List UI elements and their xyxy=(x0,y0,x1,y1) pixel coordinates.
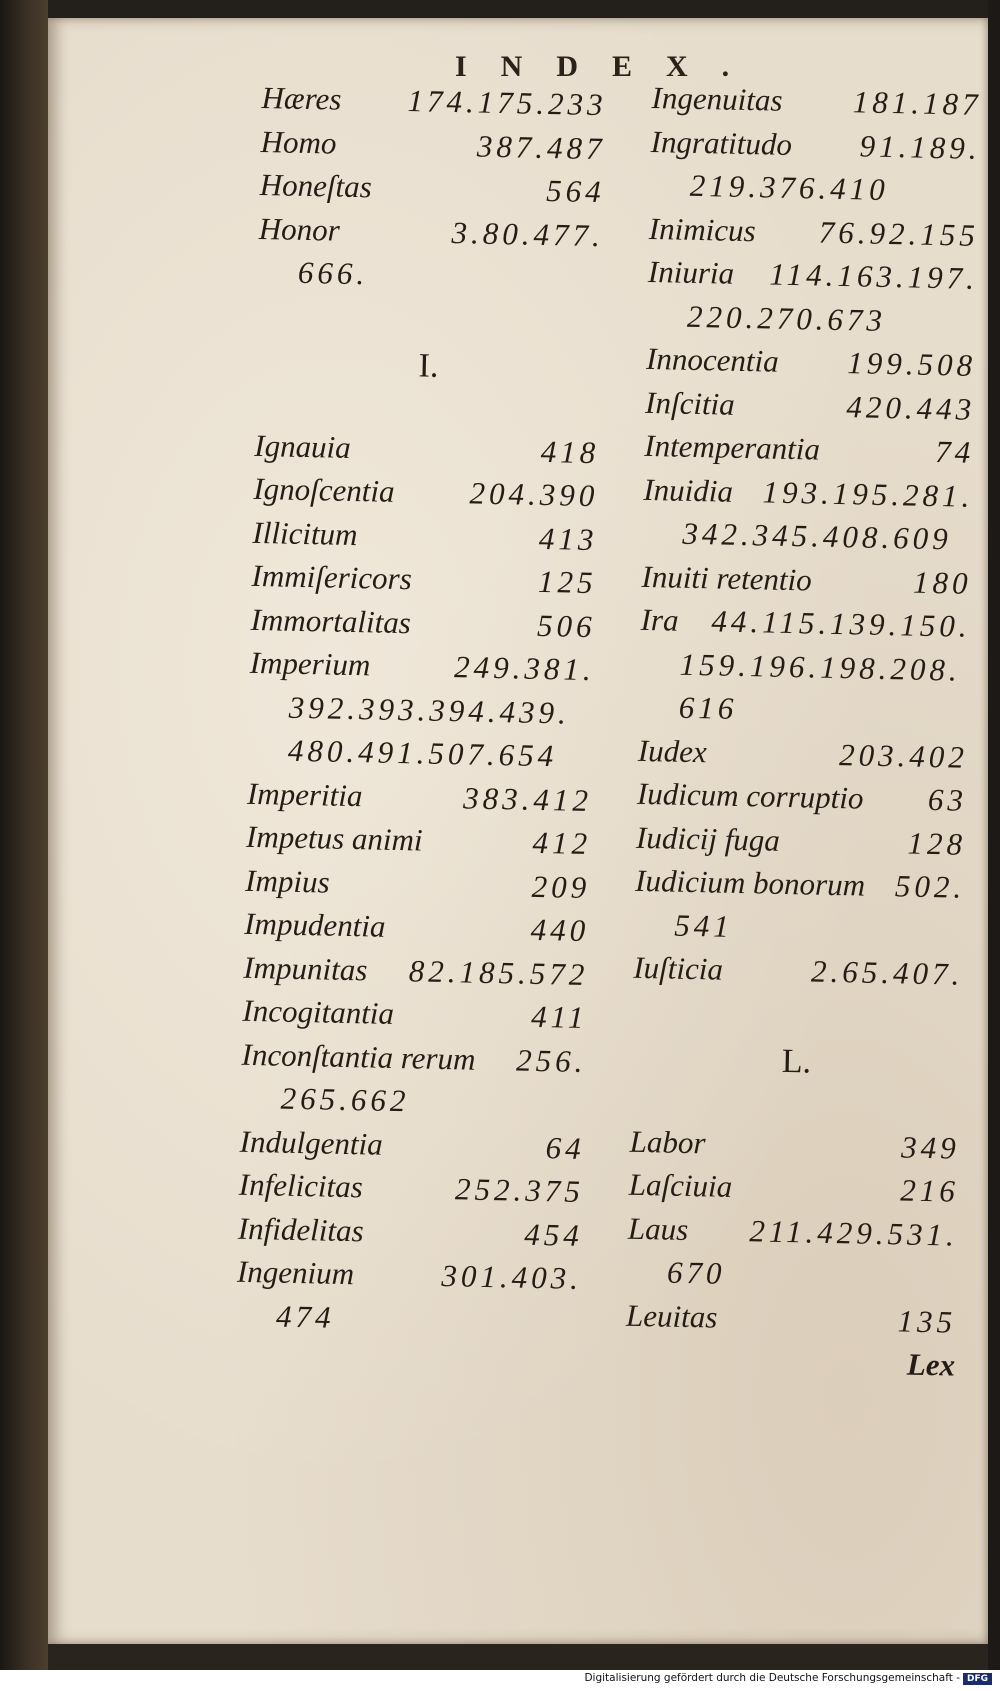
page-references: 474 xyxy=(275,1298,335,1335)
index-entry xyxy=(637,732,968,782)
index-entry xyxy=(626,1297,957,1347)
page-references: 64 xyxy=(545,1129,586,1166)
index-entry xyxy=(629,1123,960,1173)
index-entry xyxy=(237,1254,583,1305)
page-references: 392.393.394.439. xyxy=(288,689,571,731)
index-term: Indulgentia xyxy=(239,1123,384,1162)
page-references-continued xyxy=(638,689,969,739)
page-references: 74 xyxy=(934,434,975,470)
index-term: Ignoſcentia xyxy=(253,470,395,509)
index-term: Imperium xyxy=(249,644,371,683)
index-entry xyxy=(259,167,605,218)
index-entry xyxy=(237,1210,583,1261)
page-references: 506 xyxy=(536,607,597,644)
index-term: Iudicum corruptio xyxy=(636,775,864,816)
index-entry xyxy=(253,471,599,522)
index-entry xyxy=(244,906,590,957)
page-references-continued xyxy=(649,167,980,217)
index-term: Imperitia xyxy=(246,775,363,813)
page-references: 564 xyxy=(545,172,606,210)
letter-heading: I. xyxy=(418,346,439,385)
page-references: 180 xyxy=(912,564,972,601)
index-term: Infelicitas xyxy=(238,1166,364,1205)
page-references-continued xyxy=(236,1297,582,1348)
page-edge xyxy=(988,0,1000,1670)
index-term: Inuiti retentio xyxy=(641,558,813,597)
index-term: Illicitum xyxy=(252,514,358,552)
index-column-right xyxy=(625,80,982,1391)
page-references: 440 xyxy=(530,911,590,949)
index-term: Ingratitudo xyxy=(650,123,793,162)
index-entry xyxy=(646,341,977,391)
index-entry xyxy=(648,210,979,260)
page-references: 412 xyxy=(532,824,592,862)
page-references: 174.175.233 xyxy=(407,83,607,123)
page-references: 216 xyxy=(899,1172,960,1209)
index-entry xyxy=(238,1167,584,1218)
index-entry xyxy=(260,123,606,174)
page-references: 2.65.407. xyxy=(810,953,964,992)
index-entry xyxy=(249,645,595,696)
page-references: 44.115.139.150. xyxy=(711,603,971,644)
page-references: 76.92.155 xyxy=(818,214,980,253)
running-head: INDEX. xyxy=(455,50,764,83)
catchword: Lex xyxy=(906,1346,956,1383)
index-term: Inuidia xyxy=(643,471,734,509)
index-entry xyxy=(245,862,591,913)
page-references: 204.390 xyxy=(469,475,599,514)
page-references: 418 xyxy=(540,433,600,470)
page-references: 249.381. xyxy=(453,649,596,688)
index-entry xyxy=(254,427,600,478)
index-entry xyxy=(644,428,975,478)
index-term: Iudicij fuga xyxy=(635,819,781,858)
index-entry xyxy=(239,1123,585,1174)
page-references: 159.196.198.208. xyxy=(679,646,962,688)
index-entry xyxy=(641,558,972,608)
letter-heading: L. xyxy=(781,1042,812,1081)
index-entry xyxy=(650,123,981,173)
index-term: Infidelitas xyxy=(237,1210,365,1248)
page-references-continued xyxy=(634,906,965,956)
index-entry xyxy=(243,949,589,1000)
index-column-left xyxy=(236,80,607,1348)
index-term: Inſcitia xyxy=(644,384,736,422)
page-references: 181.187 xyxy=(852,84,982,122)
index-term: Ingenuitas xyxy=(651,80,783,118)
index-term: Laus xyxy=(627,1210,689,1247)
index-entry xyxy=(261,80,607,131)
page-references: 413 xyxy=(538,520,598,557)
index-term: Labor xyxy=(629,1123,706,1160)
index-term: Honor xyxy=(258,210,341,248)
index-entry xyxy=(636,819,967,869)
index-term: Iudicium bonorum xyxy=(634,862,866,903)
page-references: 252.375 xyxy=(454,1171,585,1209)
page-references: 256. xyxy=(515,1042,587,1079)
page-references: 128 xyxy=(907,825,967,862)
index-entry xyxy=(640,602,971,652)
index-entry xyxy=(627,1210,958,1260)
page-references: 454 xyxy=(524,1216,584,1253)
index-entry xyxy=(651,80,982,130)
page-references: 199.508 xyxy=(847,345,977,383)
page-references: 91.189. xyxy=(859,127,982,166)
index-term: Ignauia xyxy=(253,427,352,465)
page-references: 63 xyxy=(927,781,968,818)
dfg-logo: DFG xyxy=(963,1673,992,1685)
index-entry xyxy=(633,950,964,1000)
page-references: 211.429.531. xyxy=(749,1212,959,1253)
page-references: 135 xyxy=(897,1302,957,1340)
page-references: 82.185.572 xyxy=(408,952,589,992)
page-references: 420.443 xyxy=(846,388,976,427)
index-term: Iniuria xyxy=(647,253,735,291)
page-references: 209 xyxy=(531,868,591,905)
page-references: 220.270.673 xyxy=(686,298,887,338)
page-references: 411 xyxy=(530,998,588,1036)
index-entry xyxy=(252,514,598,565)
index-term: Hæres xyxy=(261,80,342,117)
index-term: Leuitas xyxy=(625,1297,718,1335)
page-references: 114.163.197. xyxy=(769,256,979,296)
bottom-edge xyxy=(48,1644,988,1670)
page-references: 387.487 xyxy=(476,128,607,166)
index-entry xyxy=(637,776,968,826)
index-term: Immortalitas xyxy=(250,601,412,640)
page-references-continued xyxy=(247,732,593,783)
book-spine xyxy=(0,0,48,1670)
index-entry xyxy=(242,993,588,1044)
page-references-continued xyxy=(642,515,973,565)
index-term: Impunitas xyxy=(243,949,368,987)
index-entry xyxy=(250,601,596,652)
index-term: Immiſericors xyxy=(251,557,413,597)
page-references-continued xyxy=(257,254,603,305)
index-entry xyxy=(258,210,604,261)
index-entry xyxy=(647,254,978,304)
page-references: 502. xyxy=(894,868,966,905)
index-term: Ingenium xyxy=(236,1253,355,1292)
index-entry xyxy=(643,471,974,521)
page-references-continued xyxy=(627,1254,958,1304)
page-references: 342.345.408.609 xyxy=(682,515,953,557)
index-term: Incogitantia xyxy=(242,992,395,1031)
page-references: 349 xyxy=(900,1128,961,1166)
page-references: 3.80.477. xyxy=(451,214,605,253)
index-term: Impius xyxy=(244,862,330,900)
index-term: Iuſticia xyxy=(633,949,724,987)
index-term: Inimicus xyxy=(648,210,757,248)
index-term: Inconſtantia rerum xyxy=(241,1036,476,1077)
index-term: Intemperantia xyxy=(643,427,821,467)
index-term: Iudex xyxy=(637,732,708,769)
index-entry xyxy=(635,863,966,913)
footer-text: Digitalisierung gefördert durch die Deutsche Forschungsgemeinschaft - xyxy=(584,1672,960,1684)
page-references: 616 xyxy=(678,689,738,726)
index-term: Impudentia xyxy=(243,905,386,944)
index-entry xyxy=(251,558,597,609)
page-references-continued xyxy=(248,688,594,739)
digitization-credit xyxy=(584,1672,992,1685)
page-references-continued xyxy=(240,1080,586,1131)
index-entry xyxy=(628,1167,959,1217)
page-references: 301.403. xyxy=(441,1258,583,1296)
index-term: Ira xyxy=(640,601,679,638)
page-references: 125 xyxy=(537,563,597,601)
page-references: 383.412 xyxy=(462,779,593,818)
page-references: 193.195.281. xyxy=(762,473,974,514)
index-entry xyxy=(247,775,593,826)
index-term: Laſciuia xyxy=(628,1166,733,1204)
page-references: 219.376.410 xyxy=(689,167,890,207)
page-references: 670 xyxy=(666,1254,726,1291)
page-references-continued xyxy=(639,645,970,695)
index-term: Impetus animi xyxy=(245,818,424,858)
index-entry xyxy=(246,819,592,870)
index-entry xyxy=(241,1036,587,1087)
index-term: Innocentia xyxy=(645,340,780,379)
page-references-continued xyxy=(647,297,978,347)
page-references: 541 xyxy=(673,907,734,944)
index-entry xyxy=(645,384,976,434)
index-term: Honeſtas xyxy=(259,166,373,205)
page-references: 265.662 xyxy=(280,1080,410,1119)
index-term: Homo xyxy=(260,123,337,161)
page-references: 666. xyxy=(297,254,369,292)
page-references: 480.491.507.654 xyxy=(287,732,558,774)
page-references: 203.402 xyxy=(838,736,969,775)
